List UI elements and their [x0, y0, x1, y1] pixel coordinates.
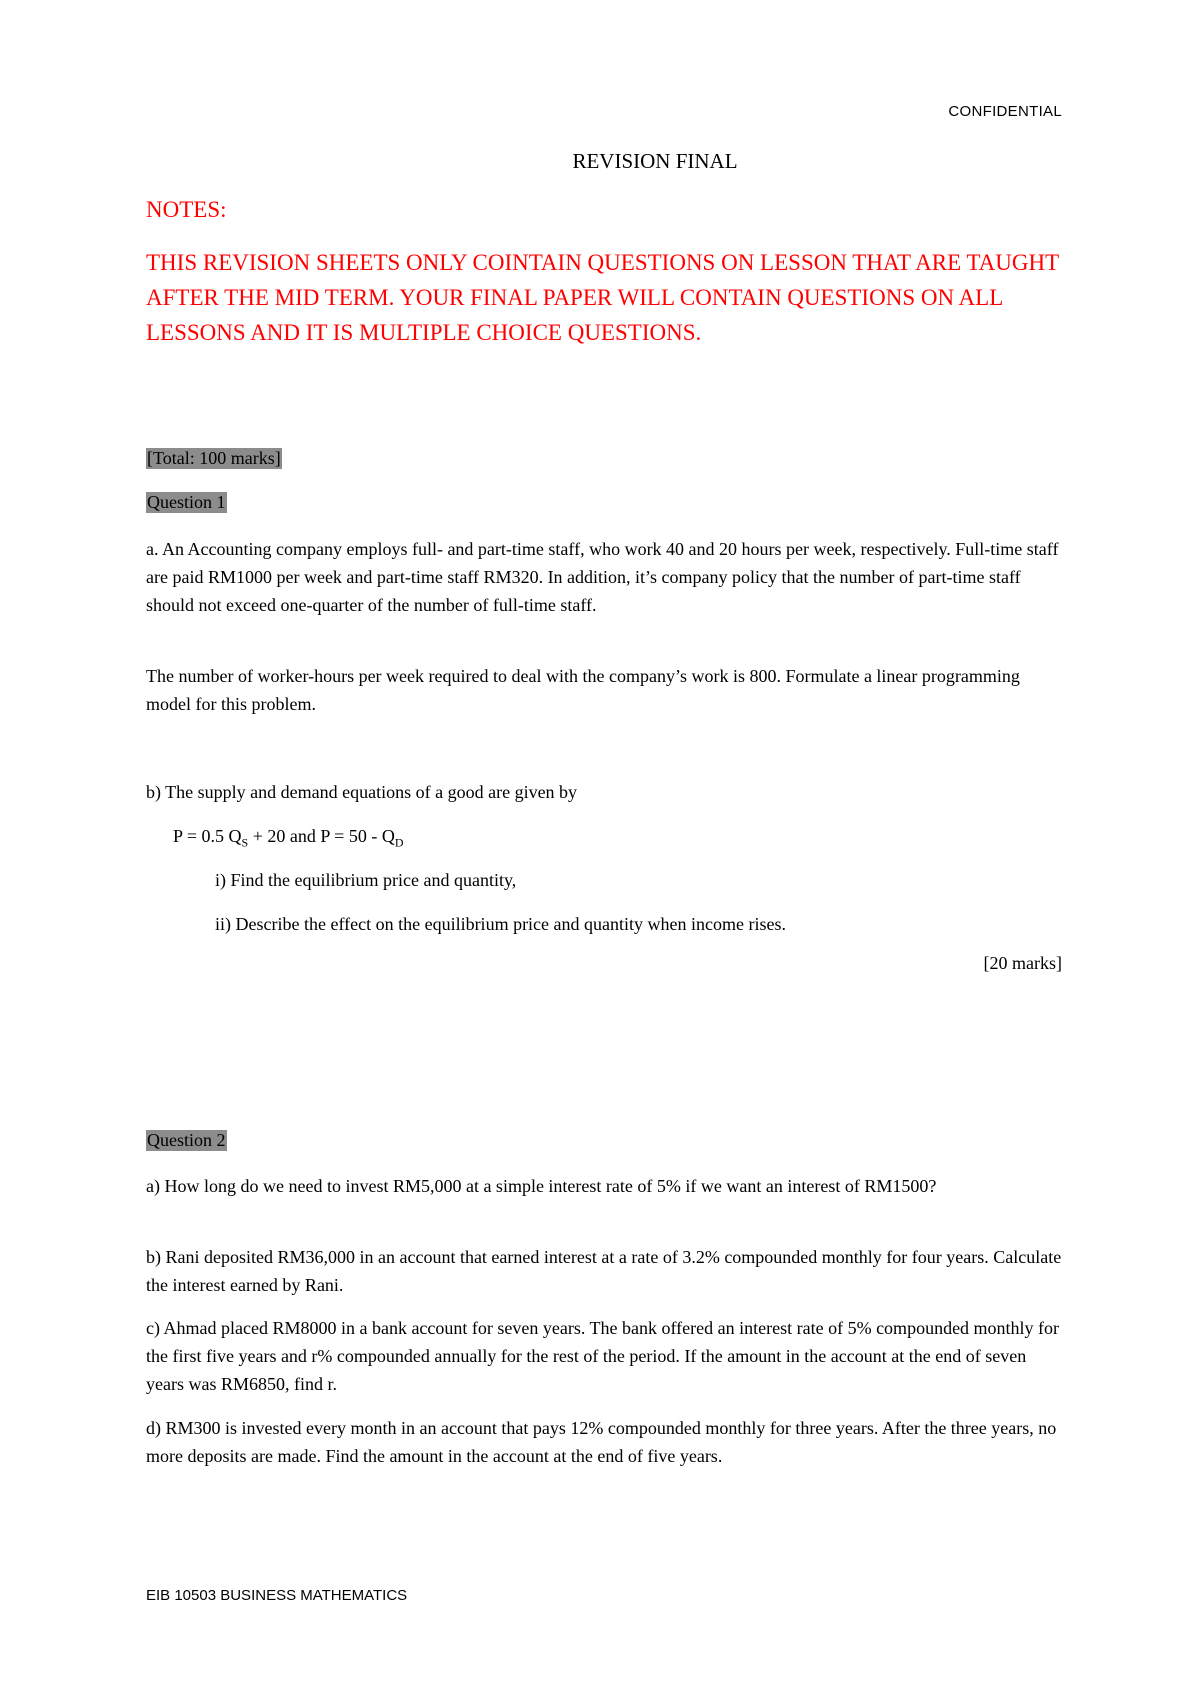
question-1-part-b-ii: ii) Describe the effect on the equilibrium price and quantity when income rises. — [215, 914, 786, 934]
question-2-part-c: c) Ahmad placed RM8000 in a bank account for seven years. The bank offered an interest rate of 5% compounded monthly for the first five years and r% compounded annually for the rest of the period. If the amount in the account at the end of seven years was RM6850, find r. — [146, 1318, 1060, 1394]
equation-sub-s: S — [241, 835, 249, 850]
question-1-marks: [20 marks] — [983, 953, 1062, 973]
equation-mid: + 20 and P = 50 - Q — [248, 826, 395, 846]
question-1-part-a-continued: The number of worker-hours per week required to deal with the company’s work is 800. Formulate a linear programming model for this problem. — [146, 666, 1020, 714]
course-footer: EIB 10503 BUSINESS MATHEMATICS — [146, 1587, 408, 1604]
equation-sub-d: D — [394, 835, 404, 850]
question-1-part-b-i: i) Find the equilibrium price and quantity, — [215, 870, 517, 890]
total-marks: [Total: 100 marks] — [147, 448, 281, 468]
notes-heading: NOTES: — [146, 197, 227, 222]
equation-prefix: P = 0.5 Q — [173, 826, 242, 846]
question-2-heading: Question 2 — [147, 1130, 226, 1150]
question-2-part-a: a) How long do we need to invest RM5,000 at a simple interest rate of 5% if we want an interest of RM1500? — [146, 1176, 937, 1196]
document-title: REVISION FINAL — [572, 149, 738, 173]
confidential-label: CONFIDENTIAL — [948, 103, 1062, 120]
question-2-part-b: b) Rani deposited RM36,000 in an account that earned interest at a rate of 3.2% compounded monthly for four years. Calculate the interest earned by Rani. — [146, 1247, 1062, 1295]
question-2-part-d: d) RM300 is invested every month in an account that pays 12% compounded monthly for three years. After the three years, no more deposits are made. Find the amount in the account at the end of five years. — [146, 1418, 1057, 1466]
question-1-heading: Question 1 — [147, 492, 226, 512]
question-1-part-b: b) The supply and demand equations of a good are given by — [146, 782, 578, 802]
notes-body: THIS REVISION SHEETS ONLY COINTAIN QUESTIONS ON LESSON THAT ARE TAUGHT AFTER THE MID TERM. YOUR FINAL PAPER WILL CONTAIN QUESTIONS ON ALL LESSONS AND IT IS MULTIPLE CHOICE QUESTIONS. — [146, 250, 1059, 345]
supply-demand-equation — [173, 822, 1093, 857]
question-1-part-a: a. An Accounting company employs full- and part-time staff, who work 40 and 20 hours per week, respectively. Full-time staff are paid RM1000 per week and part-time staff RM320. In addition, it’s company policy that the number of part-time staff should not exceed one-quarter of the number of full-time staff. — [146, 539, 1059, 615]
